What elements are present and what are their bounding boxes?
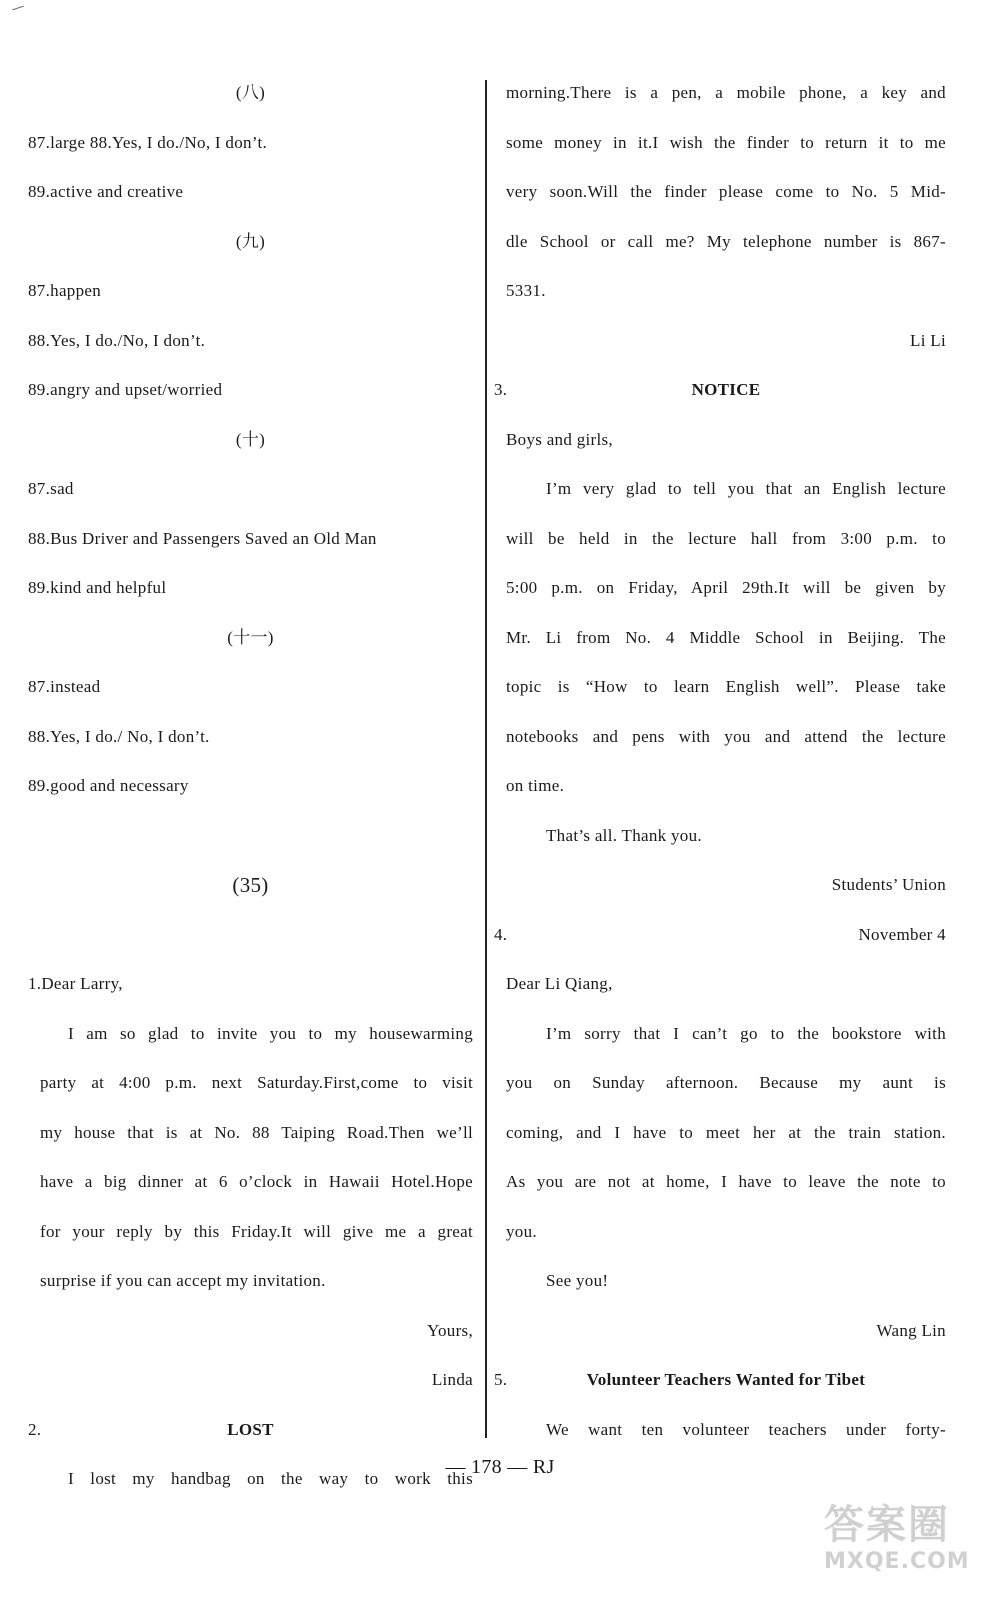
note-text: As you are not at home, I have to leave the note to bbox=[506, 1172, 946, 1191]
notice-text: morning.There is a pen, a mobile phone, a key and bbox=[506, 83, 946, 102]
question-number: 3. bbox=[494, 380, 508, 399]
note-text: I’m sorry that I can’t go to the bookstore with bbox=[546, 1023, 946, 1043]
letter-text: for your reply by this Friday.It will give me a great bbox=[40, 1221, 473, 1241]
section-header-8: (八) bbox=[235, 83, 266, 102]
notice-text: 5331. bbox=[506, 281, 546, 300]
question-5-heading bbox=[494, 1363, 946, 1413]
notice-text: 5:00 p.m. on Friday, April 29th.It will be given by bbox=[506, 578, 946, 597]
section-header-10: (十) bbox=[235, 429, 266, 449]
watermark-url: MXQE.COM bbox=[824, 1549, 970, 1574]
notice-text: topic is “How to learn English well”. Please take bbox=[506, 677, 946, 696]
notice-text: will be held in the lecture hall from 3:00 p.m. to bbox=[506, 528, 946, 548]
answer-line: 89.angry and upset/worried bbox=[28, 380, 223, 399]
letter-text: my house that is at No. 88 Taiping Road.Then we’ll bbox=[40, 1122, 473, 1142]
notice-text: dle School or call me? My telephone number is 867- bbox=[506, 231, 946, 251]
section-header-9: (九) bbox=[235, 231, 266, 251]
answer-line: 88.Bus Driver and Passengers Saved an Old Man bbox=[28, 528, 377, 548]
letter-text: surprise if you can accept my invitation. bbox=[40, 1271, 326, 1290]
letter-text: have a big dinner at 6 o’clock in Hawaii Hotel.Hope bbox=[40, 1172, 473, 1191]
letter-greeting: 1.Dear Larry, bbox=[28, 974, 123, 993]
section-header-11: (十一) bbox=[227, 627, 274, 647]
question-3-heading bbox=[494, 373, 946, 423]
notice-text: on time. bbox=[506, 776, 565, 795]
notice-signature: Li Li bbox=[910, 330, 946, 350]
note-greeting: Dear Li Qiang, bbox=[506, 974, 613, 993]
notice-text: notebooks and pens with you and attend the lecture bbox=[506, 726, 946, 746]
ad-text: We want ten volunteer teachers under forty- bbox=[546, 1419, 946, 1439]
notice-greeting: Boys and girls, bbox=[506, 429, 613, 449]
answer-line: 87.large 88.Yes, I do./No, I don’t. bbox=[28, 132, 268, 152]
ad-title: Volunteer Teachers Wanted for Tibet bbox=[586, 1370, 866, 1389]
scan-mark bbox=[12, 6, 24, 10]
answer-line: 89.active and creative bbox=[28, 182, 184, 201]
notice-text: Mr. Li from No. 4 Middle School in Beijing. The bbox=[506, 627, 946, 647]
notice-signature: Students’ Union bbox=[831, 875, 946, 894]
question-number: 2. bbox=[28, 1419, 42, 1439]
notice-text: some money in it.I wish the finder to return it to me bbox=[506, 132, 946, 152]
answer-line: 88.Yes, I do./ No, I don’t. bbox=[28, 726, 210, 746]
note-signature: Wang Lin bbox=[876, 1320, 946, 1340]
notice-text: That’s all. Thank you. bbox=[546, 825, 702, 845]
answer-line: 88.Yes, I do./No, I don’t. bbox=[28, 330, 206, 350]
page-number: — 178 — RJ bbox=[445, 1456, 555, 1478]
question-number: 5. bbox=[494, 1370, 508, 1389]
spacer bbox=[28, 918, 473, 968]
note-text: See you! bbox=[546, 1271, 609, 1290]
answer-line: 87.sad bbox=[28, 479, 74, 498]
question-4-heading bbox=[494, 918, 946, 968]
note-date: November 4 bbox=[858, 924, 946, 944]
note-text: you on Sunday afternoon. Because my aunt is bbox=[506, 1073, 946, 1092]
notice-text: I lost my handbag on the way to work this bbox=[68, 1469, 473, 1488]
answer-line: 89.good and necessary bbox=[28, 776, 189, 795]
answer-line: 87.instead bbox=[28, 677, 101, 696]
notice-text: I’m very glad to tell you that an English lecture bbox=[546, 479, 946, 498]
notice-text: very soon.Will the finder please come to No. 5 Mid- bbox=[506, 182, 946, 201]
answer-line: 87.happen bbox=[28, 281, 102, 300]
left-column bbox=[28, 76, 473, 1512]
letter-text: I am so glad to invite you to my housewarming bbox=[68, 1023, 473, 1043]
watermark-logo bbox=[824, 1502, 984, 1592]
letter-signature: Linda bbox=[431, 1370, 473, 1389]
letter-closing: Yours, bbox=[427, 1320, 473, 1340]
column-divider bbox=[485, 80, 487, 1438]
question-number: 4. bbox=[494, 924, 508, 944]
note-text: you. bbox=[506, 1221, 537, 1241]
answer-line: 89.kind and helpful bbox=[28, 578, 167, 597]
watermark-text: 答案圈 bbox=[824, 1502, 950, 1548]
notice-title: NOTICE bbox=[691, 380, 761, 399]
spacer bbox=[28, 819, 473, 869]
right-column bbox=[494, 76, 946, 1462]
letter-text: party at 4:00 p.m. next Saturday.First,come to visit bbox=[40, 1073, 473, 1092]
notice-title: LOST bbox=[227, 1419, 274, 1439]
section-header-35: (35) bbox=[232, 873, 269, 897]
note-text: coming, and I have to meet her at the train station. bbox=[506, 1122, 946, 1142]
